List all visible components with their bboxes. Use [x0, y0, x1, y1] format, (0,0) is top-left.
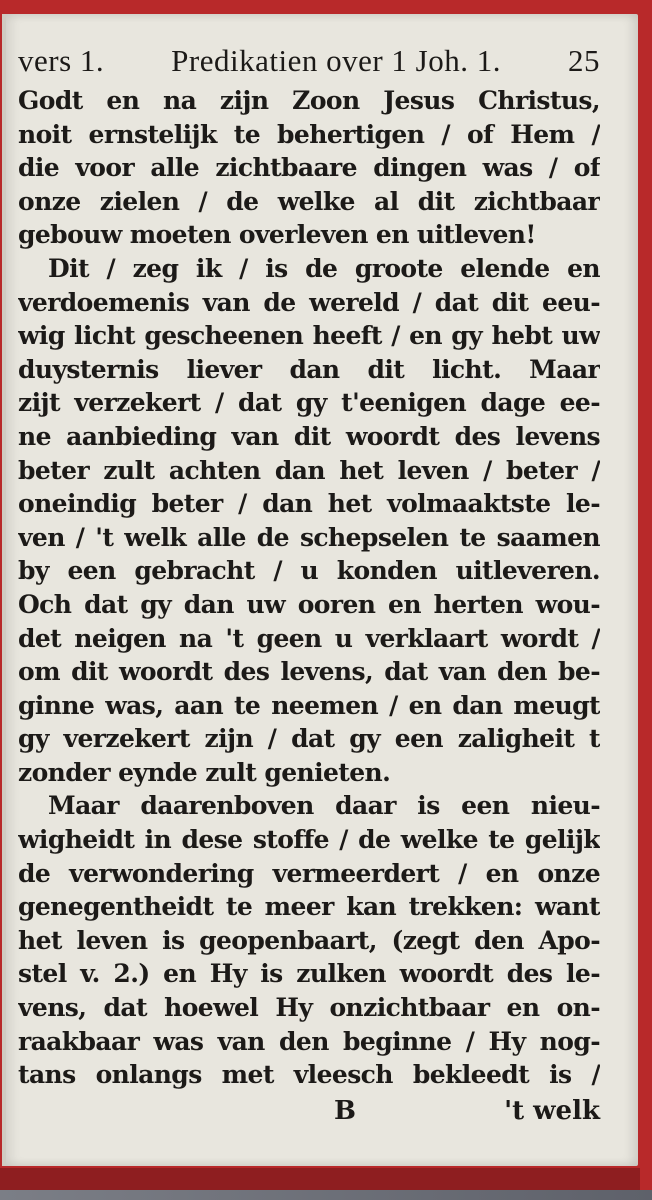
text-line: vens, dat hoewel Hy onzichtbaar en on-: [18, 993, 600, 1023]
text-line: de verwondering vermeerdert / en onze: [18, 858, 600, 888]
text-line: Dit / zeg ik / is de groote elende en: [48, 253, 600, 283]
text-line: stel v. 2.) en Hy is zulken woordt des le-: [18, 959, 600, 989]
page-text: [18, 40, 600, 1128]
text-line: duysternis liever dan dit licht. Maar: [18, 354, 600, 384]
text-line: Godt en na zijn Zoon Jesus Christus,: [18, 86, 600, 115]
text-line: oneindig beter / dan het volmaaktste le-: [18, 489, 600, 519]
text-line: Och dat gy dan uw ooren en herten wou-: [18, 589, 600, 619]
text-line: verdoemenis van de wereld / dat dit eeu-: [18, 287, 600, 317]
text-line: ne aanbieding van dit woordt des levens: [18, 421, 600, 451]
text-line: die voor alle zichtbaare dingen was / of: [18, 153, 600, 183]
text-line: het leven is geopenbaart, (zegt den Apo-: [18, 925, 600, 955]
text-line: det neigen na 't geen u verklaart wordt /: [18, 623, 600, 653]
book-page: [6, 14, 638, 1166]
text-line: zonder eynde zult genieten.: [18, 757, 391, 787]
text-line: by een gebracht / u konden uitleveren.: [18, 556, 600, 586]
text-line: tans onlangs met vleesch bekleedt is /: [18, 1060, 600, 1090]
running-title: Predikatien over 1 Joh. 1.: [171, 43, 501, 78]
catchword: 't welk: [504, 1095, 600, 1126]
text-line: wig licht gescheenen heeft / en gy hebt uw: [18, 321, 600, 351]
text-line: gebouw moeten overleven en uitleven!: [18, 220, 536, 250]
page-number: 25: [568, 43, 600, 78]
text-line: zijt verzekert / dat gy t'eenigen dage ee-: [18, 388, 600, 418]
text-line: beter zult achten dan het leven / beter /: [18, 455, 600, 485]
text-line: genegentheidt te meer kan trekken: want: [18, 892, 600, 922]
text-line: om dit woordt des levens, dat van den be-: [18, 657, 600, 687]
text-line: onze zielen / de welke al dit zichtbaar: [18, 186, 600, 216]
text-line: Maar daarenboven daar is een nieu-: [48, 791, 600, 821]
text-line: noit ernstelijk te behertigen / of Hem /: [18, 119, 600, 149]
text-line: gy verzekert zijn / dat gy een zaligheit t: [18, 724, 600, 754]
running-header: [18, 40, 600, 82]
page-footer: [18, 1094, 600, 1128]
text-line: wigheidt in dese stoffe / de welke te gelijk: [18, 825, 600, 855]
text-line: ven / 't welk alle de schepselen te saamen: [18, 522, 600, 552]
verse-reference: vers 1.: [18, 43, 105, 78]
text-line: ginne was, aan te neemen / en dan meugt: [18, 690, 600, 720]
body-text: [18, 84, 600, 1092]
text-line: raakbaar was van den beginne / Hy nog-: [18, 1026, 600, 1056]
book-cover-edge: [0, 1168, 640, 1190]
signature-mark: B: [334, 1095, 356, 1126]
